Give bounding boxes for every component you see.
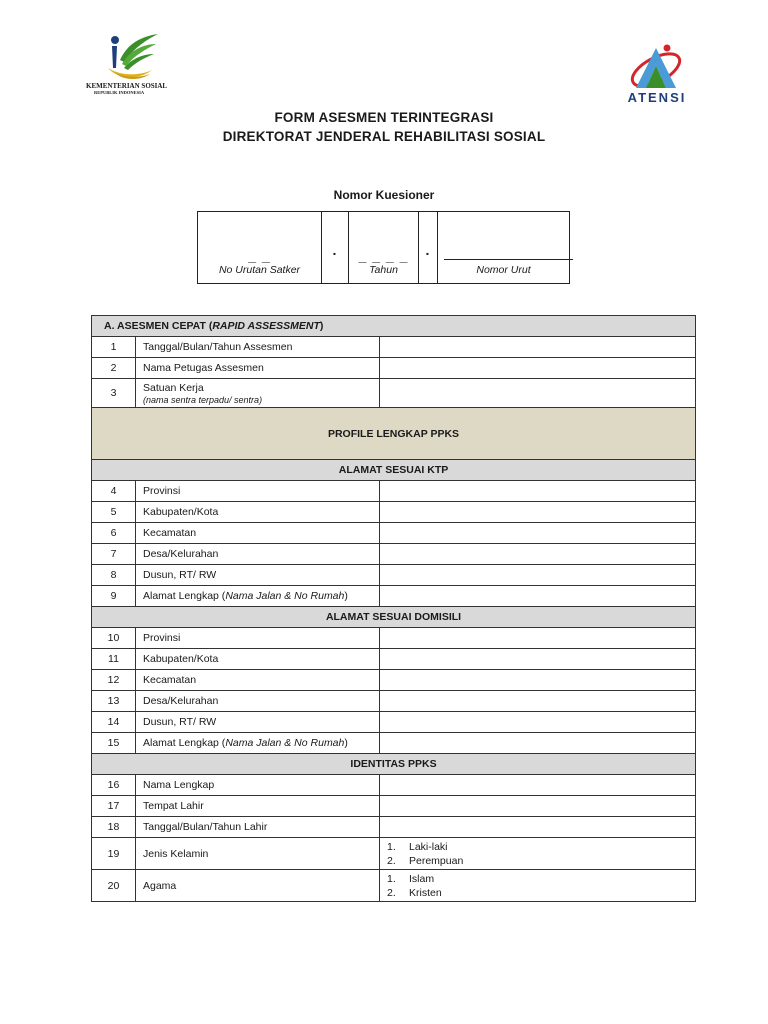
answer-cell[interactable] — [380, 628, 696, 649]
atensi-logo-text: ATENSI — [627, 90, 687, 105]
row-label: Provinsi — [136, 481, 380, 502]
option-item[interactable]: 1. Laki-laki — [387, 840, 448, 853]
kemensos-logo-subtext: REPUBLIK INDONESIA — [94, 90, 145, 95]
row-number: 10 — [92, 628, 136, 649]
answer-cell[interactable] — [380, 649, 696, 670]
row-label: Satuan Kerja — [143, 381, 204, 394]
row-number: 5 — [92, 502, 136, 523]
atensi-emblem-icon — [626, 42, 688, 92]
row-number: 20 — [92, 870, 136, 902]
kemensos-logo — [86, 30, 178, 106]
table-row — [92, 379, 696, 408]
questionnaire-number-box — [197, 211, 570, 284]
row-label: Tempat Lahir — [136, 796, 380, 817]
satker-number-caption: No Urutan Satker — [218, 264, 301, 276]
table-row — [92, 870, 696, 902]
answer-cell[interactable] — [380, 565, 696, 586]
row-number: 11 — [92, 649, 136, 670]
assessment-form-table — [91, 315, 696, 902]
row-label: Dusun, RT/ RW — [136, 565, 380, 586]
row-number: 7 — [92, 544, 136, 565]
separator-dot: . — [332, 242, 338, 258]
row-number: 16 — [92, 775, 136, 796]
option-item[interactable]: 1. Islam — [387, 872, 435, 885]
table-row — [92, 358, 696, 379]
section-a-title: A. ASESMEN CEPAT (RAPID ASSESSMENT) — [92, 316, 696, 337]
row-number: 17 — [92, 796, 136, 817]
kemensos-logo-text: KEMENTERIAN SOSIAL — [86, 82, 168, 90]
table-row — [92, 712, 696, 733]
row-label: Provinsi — [136, 628, 380, 649]
identity-heading: IDENTITAS PPKS — [92, 754, 696, 775]
answer-cell[interactable] — [380, 544, 696, 565]
answer-cell[interactable] — [380, 337, 696, 358]
row-label: Tanggal/Bulan/Tahun Assesmen — [136, 337, 380, 358]
serial-number-field[interactable] — [438, 212, 569, 283]
row-number: 6 — [92, 523, 136, 544]
year-marker: _ _ _ _ — [358, 248, 409, 264]
row-label: Kabupaten/Kota — [136, 649, 380, 670]
row-number: 8 — [92, 565, 136, 586]
profile-section-header — [92, 408, 696, 460]
identity-header — [92, 754, 696, 775]
row-number: 13 — [92, 691, 136, 712]
domicile-address-heading: ALAMAT SESUAI DOMISILI — [92, 607, 696, 628]
answer-cell[interactable] — [380, 586, 696, 607]
row-label-cell — [136, 379, 380, 408]
row-number: 15 — [92, 733, 136, 754]
row-label: Alamat Lengkap (Nama Jalan & No Rumah) — [136, 586, 380, 607]
row-label: Nama Lengkap — [136, 775, 380, 796]
form-title: FORM ASESMEN TERINTEGRASI — [274, 110, 494, 125]
ktp-address-heading: ALAMAT SESUAI KTP — [92, 460, 696, 481]
option-item[interactable]: 2. Kristen — [387, 886, 442, 899]
table-row — [92, 481, 696, 502]
atensi-logo — [622, 42, 692, 106]
row-label: Tanggal/Bulan/Tahun Lahir — [136, 817, 380, 838]
table-row — [92, 838, 696, 870]
table-row — [92, 733, 696, 754]
row-number: 19 — [92, 838, 136, 870]
table-row — [92, 817, 696, 838]
row-label: Kabupaten/Kota — [136, 502, 380, 523]
row-number: 2 — [92, 358, 136, 379]
ktp-address-header — [92, 460, 696, 481]
option-item[interactable]: 2. Perempuan — [387, 854, 464, 867]
kemensos-emblem-icon — [100, 30, 162, 82]
row-label: Desa/Kelurahan — [136, 691, 380, 712]
table-row — [92, 586, 696, 607]
table-row — [92, 565, 696, 586]
row-number: 14 — [92, 712, 136, 733]
separator-dot: . — [425, 242, 431, 258]
table-row — [92, 775, 696, 796]
row-label: Desa/Kelurahan — [136, 544, 380, 565]
separator-cell — [322, 212, 349, 283]
form-subtitle: DIREKTORAT JENDERAL REHABILITASI SOSIAL — [222, 129, 546, 144]
separator-cell — [419, 212, 438, 283]
answer-cell[interactable] — [380, 691, 696, 712]
table-row — [92, 649, 696, 670]
row-label: Alamat Lengkap (Nama Jalan & No Rumah) — [136, 733, 380, 754]
row-number: 1 — [92, 337, 136, 358]
answer-cell[interactable] — [380, 817, 696, 838]
year-field[interactable] — [349, 212, 419, 283]
row-label: Kecamatan — [136, 670, 380, 691]
answer-cell[interactable] — [380, 481, 696, 502]
row-label: Jenis Kelamin — [136, 838, 380, 870]
serial-number-line — [444, 259, 573, 260]
row-label: Dusun, RT/ RW — [136, 712, 380, 733]
section-a-header — [92, 316, 696, 337]
profile-heading: PROFILE LENGKAP PPKS — [92, 408, 696, 460]
table-row — [92, 502, 696, 523]
table-row — [92, 670, 696, 691]
answer-cell[interactable] — [380, 502, 696, 523]
row-label: Nama Petugas Assesmen — [136, 358, 380, 379]
domicile-address-header — [92, 607, 696, 628]
questionnaire-label: Nomor Kuesioner — [333, 188, 435, 202]
table-row — [92, 544, 696, 565]
table-row — [92, 796, 696, 817]
serial-number-caption: Nomor Urut — [476, 264, 531, 276]
answer-cell[interactable] — [380, 775, 696, 796]
row-note: (nama sentra terpadu/ sentra) — [143, 394, 263, 405]
answer-cell[interactable] — [380, 670, 696, 691]
year-caption: Tahun — [369, 264, 398, 276]
gender-options — [380, 838, 696, 870]
row-number: 18 — [92, 817, 136, 838]
answer-cell[interactable] — [380, 796, 696, 817]
row-number: 9 — [92, 586, 136, 607]
answer-cell[interactable] — [380, 712, 696, 733]
satker-number-field[interactable] — [198, 212, 322, 283]
table-row — [92, 523, 696, 544]
table-row — [92, 628, 696, 649]
religion-options — [380, 870, 696, 902]
row-number: 4 — [92, 481, 136, 502]
answer-cell[interactable] — [380, 523, 696, 544]
table-row — [92, 691, 696, 712]
row-label: Agama — [136, 870, 380, 902]
row-label: Kecamatan — [136, 523, 380, 544]
row-number: 12 — [92, 670, 136, 691]
answer-cell[interactable] — [380, 379, 696, 408]
table-row — [92, 337, 696, 358]
answer-cell[interactable] — [380, 358, 696, 379]
row-number: 3 — [92, 379, 136, 408]
satker-number-marker: _ _ — [248, 248, 271, 264]
answer-cell[interactable] — [380, 733, 696, 754]
